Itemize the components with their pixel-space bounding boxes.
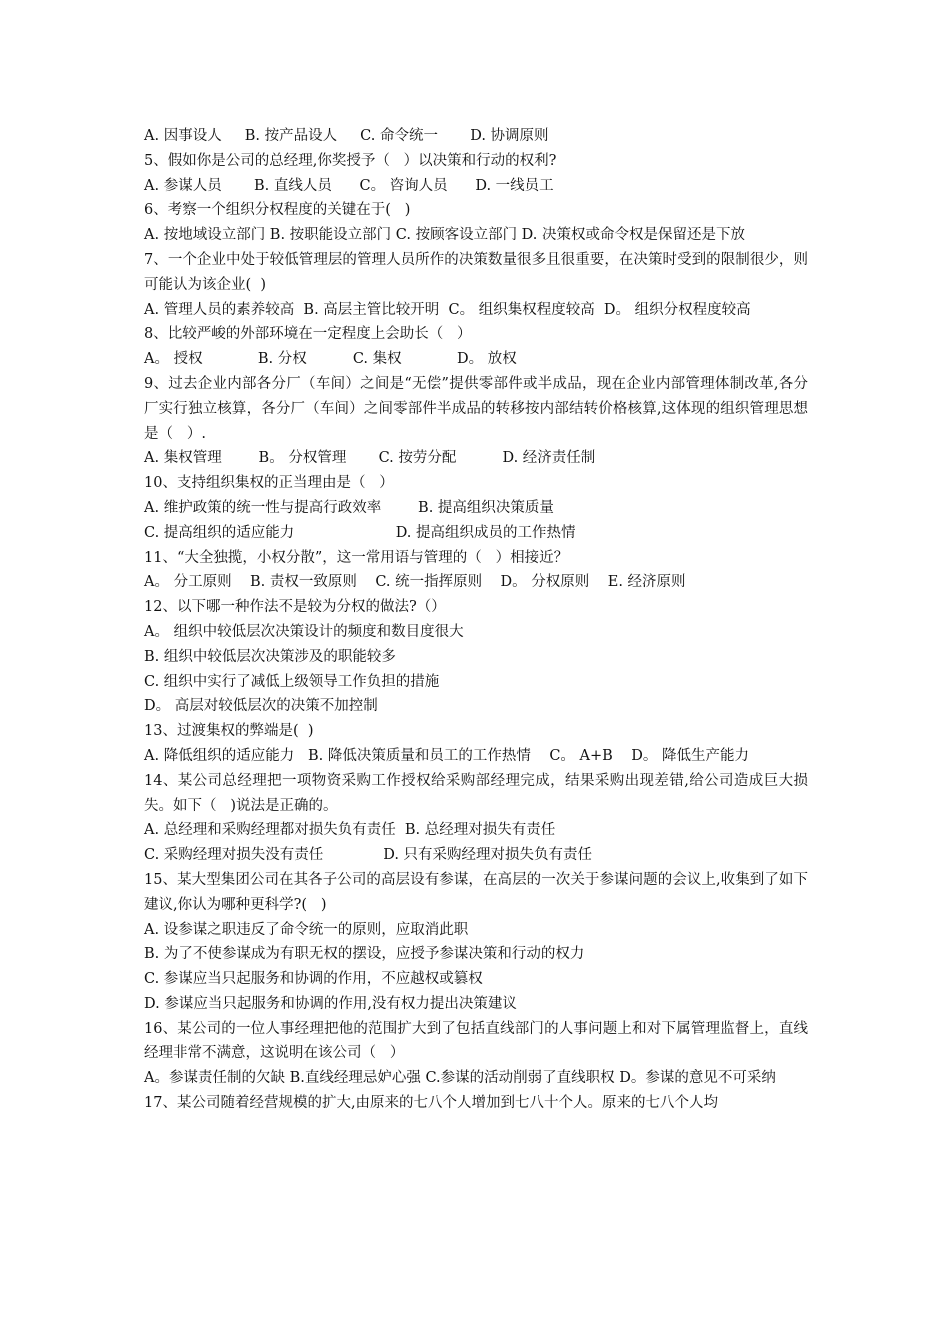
text-line: 8、比较严峻的外部环境在一定程度上会助长（ ） [144,326,472,343]
text-line: D. 参谋应当只起服务和协调的作用,没有权力提出决策建议 [144,995,517,1012]
text-line: C. 组织中实行了减低上级领导工作负担的措施 [144,673,440,690]
text-line: 12、以下哪一种作法不是较为分权的做法?（） [144,599,446,616]
text-line: C. 采购经理对损失没有责任 D. 只有采购经理对损失负有责任 [144,847,593,864]
text-line: A. 参谋人员 B. 直线人员 C。 咨询人员 D. 一线员工 [144,177,554,194]
text-line: C. 提高组织的适应能力 D. 提高组织成员的工作热情 [144,524,576,541]
text-line: 9、过去企业内部各分厂（车间）之间是“无偿”提供零部件或半成品，现在企业内部管理体制改革,各分厂实行独立核算，各分厂（车间）之间零部件半成品的转移按内部结转价格核算,这体现的组织管理思想是（ ）. [144,375,808,442]
text-line: D。 高层对较低层次的决策不加控制 [144,698,378,715]
text-line: 17、某公司随着经营规模的扩大,由原来的七八个人增加到七八十个人。原来的七八个人均 [144,1095,719,1112]
text-line: 16、某公司的一位人事经理把他的范围扩大到了包括直线部门的人事问题上和对下属管理监督上，直线经理非常不满意，这说明在该公司（ ） [144,1020,808,1062]
text-line: A. 因事设人 B. 按产品设人 C. 命令统一 D. 协调原则 [144,128,549,144]
text-line: 15、某大型集团公司在其各子公司的高层设有参谋，在高层的一次关于参谋问题的会议上,收集到了如下建议,你认为哪种更科学?( ) [144,871,808,913]
text-line: 6、考察一个组织分权程度的关键在于( ) [144,202,411,219]
text-line: A. 设参谋之职违反了命令统一的原则，应取消此职 [144,921,469,938]
text-line: B. 为了不使参谋成为有职无权的摆设，应授予参谋决策和行动的权力 [144,946,585,963]
text-line: 14、某公司总经理把一项物资采购工作授权给采购部经理完成，结果采购出现差错,给公司造成巨大损失。如下（ )说法是正确的。 [144,772,808,814]
text-line: B. 组织中较低层次决策涉及的职能较多 [144,648,396,665]
text-line: A. 维护政策的统一性与提高行政效率 B. 提高组织决策质量 [144,499,554,516]
text-line: 11、“大全独揽，小权分散”，这一常用语与管理的（ ）相接近？ [144,549,569,566]
text-line: 5、假如你是公司的总经理,你奖授予（ ）以决策和行动的权利? [144,152,557,169]
text-line: A。 授权 B. 分权 C. 集权 D。 放权 [144,351,517,368]
text-line: A。参谋责任制的欠缺 B.直线经理忌妒心强 C.参谋的活动削弱了直线职权 D。参谋的意见不可采纳 [144,1070,776,1087]
text-line: C. 参谋应当只起服务和协调的作用，不应越权或篡权 [144,971,483,988]
text-line: 7、一个企业中处于较低管理层的管理人员所作的决策数量很多且很重要，在决策时受到的限制很少，则可能认为该企业( ) [144,251,808,293]
text-line: A. 集权管理 B。 分权管理 C. 按劳分配 D. 经济责任制 [144,450,596,467]
text-line: A. 降低组织的适应能力 B. 降低决策质量和员工的工作热情 C。 A+B D。 降低生产能力 [144,747,749,764]
text-line: A. 总经理和采购经理都对损失负有责任 B. 总经理对损失有责任 [144,822,556,839]
text-line: A. 按地域设立部门 B. 按职能设立部门 C. 按顾客设立部门 D. 决策权或命令权是保留还是下放 [144,227,746,244]
text-line: A。 分工原则 B. 责权一致原则 C. 统一指挥原则 D。 分权原则 E. 经济原则 [144,574,686,591]
text-line: 10、支持组织集权的正当理由是（ ） [144,475,394,492]
text-line: A。 组织中较低层次决策设计的频度和数目度很大 [144,623,464,640]
text-line: 13、过渡集权的弊端是( ) [144,723,314,740]
question-text-block [144,124,808,1116]
text-line: A. 管理人员的素养较高 B. 高层主管比较开明 C。 组织集权程度较高 D。 组织分权程度较高 [144,301,751,318]
